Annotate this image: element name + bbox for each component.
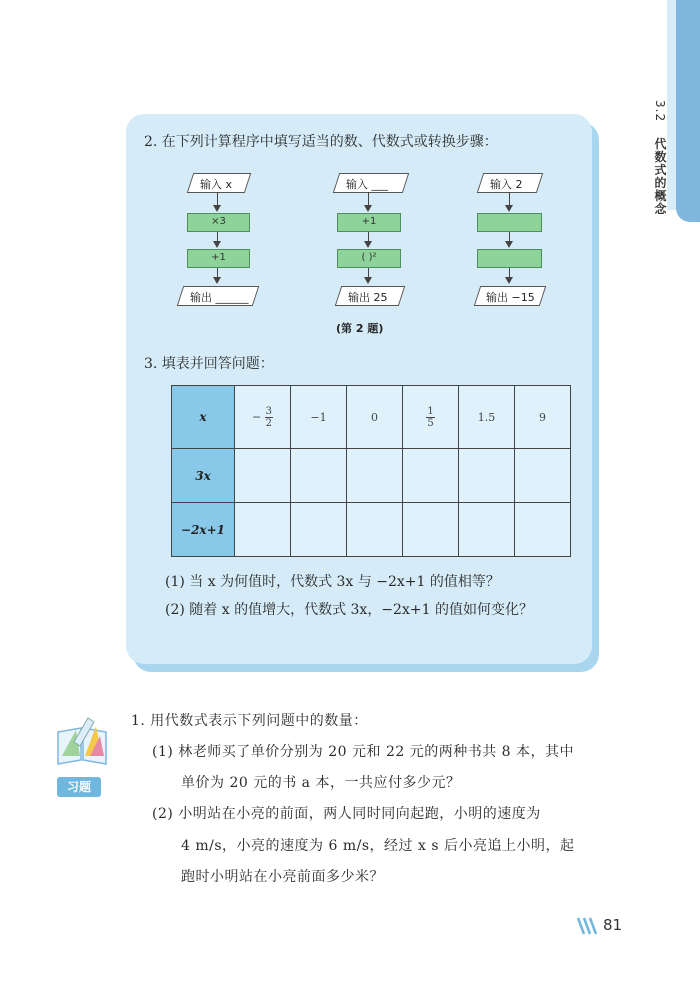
exercise-1-part-1-line-1: (1) 林老师买了单价分别为 20 元和 22 元的两种书共 8 本，其中: [152, 744, 575, 760]
flow1-arrowhead-3: [213, 277, 221, 284]
answer-cell[interactable]: [347, 449, 403, 503]
value-table: [171, 385, 571, 557]
flow2-arrowhead-1: [364, 205, 372, 212]
exercise-1-part-1-line-2: 单价为 20 元的书 a 本，一共应付多少元？: [181, 775, 461, 791]
cell-x-1-5: [403, 386, 459, 449]
book-icon: [54, 712, 110, 768]
section-heading: [647, 100, 669, 215]
question-3-text: 3. 填表并回答问题：: [144, 356, 274, 372]
exercise-1-part-2-line-2: 4 m/s，小亮的速度为 6 m/s，经过 x s 后小亮追上小明，起: [181, 838, 575, 854]
question-3-sub-2: (2) 随着 x 的值增大，代数式 3x，−2x+1 的值如何变化？: [165, 602, 533, 618]
answer-cell[interactable]: [515, 449, 571, 503]
question-2-text: 2. 在下列计算程序中填写适当的数、代数式或转换步骤：: [144, 134, 498, 150]
flow3-step1-box: [477, 213, 542, 232]
row-header-x: x: [172, 386, 235, 449]
flow1-arrowhead-1: [213, 205, 221, 212]
flow3-step2-box: [477, 249, 542, 268]
answer-cell[interactable]: [347, 503, 403, 557]
answer-cell[interactable]: [459, 503, 515, 557]
flow3-input-label: 输入 2: [490, 178, 523, 191]
answer-cell[interactable]: [235, 449, 291, 503]
flow3-arrow-1: [509, 192, 510, 206]
answer-cell[interactable]: [291, 449, 347, 503]
flow2-step2-label: ( )²: [361, 252, 377, 263]
flow2-input-label: 输入 ___: [346, 178, 388, 191]
table-row-x: [172, 386, 571, 449]
flow2-arrowhead-2: [364, 241, 372, 248]
flow2-arrow-1: [368, 192, 369, 206]
minus-sign: −: [251, 410, 262, 423]
fraction-denominator: 5: [427, 417, 434, 429]
flow2-arrowhead-3: [364, 277, 372, 284]
row-header-neg2x1: −2x+1: [172, 503, 235, 557]
flow1-output-label: 输出 ______: [190, 291, 249, 304]
section-number: 3.2: [653, 100, 667, 123]
flow1-step2-label: +1: [211, 252, 226, 263]
fraction-denominator: 2: [265, 417, 273, 429]
figure-caption: (第 2 题): [336, 322, 384, 335]
flow1-step1-label: ×3: [211, 216, 226, 227]
fraction-1-5: [426, 406, 434, 429]
fraction-numerator: 1: [427, 405, 434, 417]
table-row-neg2x1: [172, 503, 571, 557]
fraction-numerator: 3: [265, 405, 273, 417]
answer-cell[interactable]: [515, 503, 571, 557]
section-tab: [676, 0, 700, 222]
cell-x-0: 0: [347, 386, 403, 449]
cell-x-neg-1: −1: [291, 386, 347, 449]
flow2-step1-label: +1: [361, 216, 377, 227]
flow3-arrowhead-3: [505, 277, 513, 284]
exercise-1-text: 1. 用代数式表示下列问题中的数量：: [131, 713, 368, 729]
answer-cell[interactable]: [403, 503, 459, 557]
flow3-output-label: 输出 −15: [486, 291, 535, 304]
cell-x-9: 9: [515, 386, 571, 449]
section-title: 代数式的概念: [653, 137, 667, 216]
answer-cell[interactable]: [291, 503, 347, 557]
exercise-1-part-2-line-3: 跑时小明站在小亮前面多少米？: [181, 869, 384, 885]
answer-cell[interactable]: [403, 449, 459, 503]
page-number-decoration-icon: [576, 916, 602, 936]
fraction-3-2: [265, 406, 273, 429]
row-header-3x: 3x: [172, 449, 235, 503]
question-3-sub-1: (1) 当 x 为何值时，代数式 3x 与 −2x+1 的值相等？: [165, 574, 500, 590]
flow3-arrowhead-2: [505, 241, 513, 248]
cell-x-1.5: 1.5: [459, 386, 515, 449]
page-number: 81: [603, 916, 623, 934]
flow1-input-label: 输入 x: [200, 178, 233, 191]
flow2-output-label: 输出 25: [348, 291, 388, 304]
exercise-badge: 习题: [57, 777, 101, 797]
flow1-arrowhead-2: [213, 241, 221, 248]
table-row-3x: [172, 449, 571, 503]
answer-cell[interactable]: [235, 503, 291, 557]
cell-x-neg-3-2: [235, 386, 291, 449]
answer-cell[interactable]: [459, 449, 515, 503]
flow3-arrowhead-1: [505, 205, 513, 212]
flow1-arrow-1: [217, 192, 218, 206]
exercise-1-part-2-line-1: (2) 小明站在小亮的前面，两人同时同向起跑，小明的速度为: [152, 806, 541, 822]
